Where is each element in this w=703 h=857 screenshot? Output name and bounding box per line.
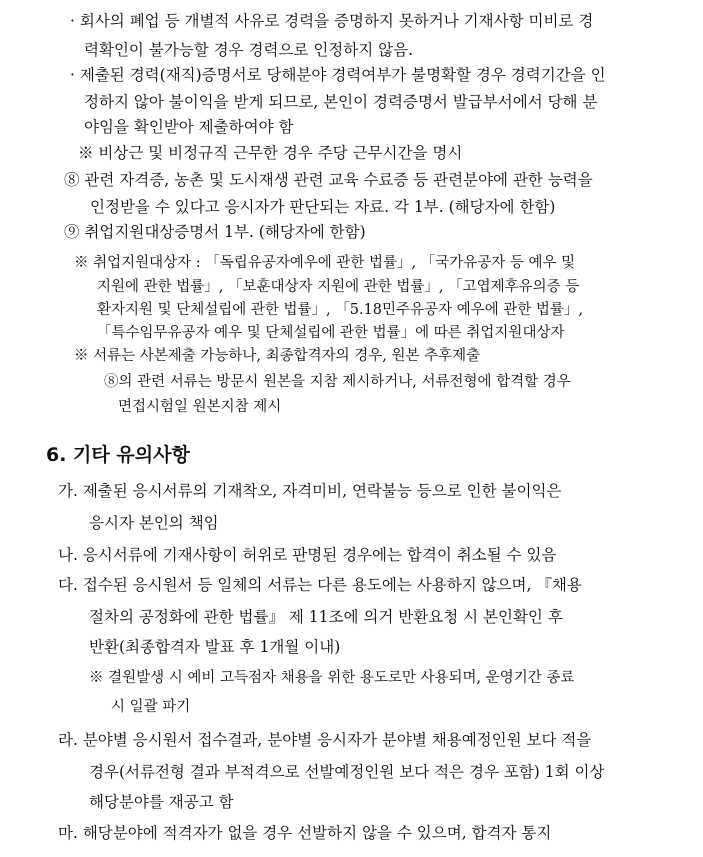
text-line: 력확인이 불가능할 경우 경력으로 인정하지 않음. <box>84 41 414 59</box>
text-line: 다. 접수된 응시원서 등 일체의 서류는 다른 용도에는 사용하지 않으며, 『채용 <box>58 576 582 594</box>
text-line: 인정받을 수 있다고 응시자가 판단되는 자료. 각 1부. (해당자에 한함) <box>90 198 556 216</box>
text-line: 「특수임무유공자 예우 및 단체설립에 관한 법률」에 따른 취업지원대상자 <box>97 325 565 341</box>
text-line: 면접시험일 원본지참 제시 <box>118 399 282 415</box>
text-line: ※ 비상근 및 비정규직 근무한 경우 주당 근무시간을 명시 <box>78 144 463 162</box>
text-line: ※ 서류는 사본제출 가능하나, 최종합격자의 경우, 원본 추후제출 <box>74 348 481 364</box>
text-line: 지원에 관한 법률」, 「보훈대상자 지원에 관한 법률」, 「고엽제후유의증 등 <box>97 279 580 295</box>
text-line: 경우(서류전형 결과 부적격으로 선발예정인원 보다 적은 경우 포함) 1회 이상 <box>89 763 605 781</box>
text-line: ※ 결원발생 시 예비 고득점자 채용을 위한 용도로만 사용되며, 운영기간 종료 <box>89 670 575 686</box>
text-line: 라. 분야별 응시원서 접수결과, 분야별 응시자가 분야별 채용예정인원 보다 적을 <box>58 731 592 749</box>
text-line: 해당분야를 재공고 함 <box>89 793 234 811</box>
text-line: ⑨ 취업지원대상증명서 1부. (해당자에 한함) <box>64 223 366 241</box>
text-line: 반환(최종합격자 발표 후 1개월 이내) <box>89 638 341 656</box>
text-line: · 제출된 경력(재직)증명서로 당해분야 경력여부가 불명확할 경우 경력기간을 인 <box>70 66 606 84</box>
text-line: 마. 해당분야에 적격자가 없을 경우 선발하지 않을 수 있으며, 합격자 통지 <box>58 824 552 842</box>
text-line: 환자지원 및 단체설립에 관한 법률」, 「5.18민주유공자 예우에 관한 법률」, <box>97 302 584 318</box>
text-line: ⑧ 관련 자격증, 농촌 및 도시재생 관련 교육 수료증 등 관련분야에 관한 능력을 <box>64 171 593 189</box>
text-line: 나. 응시서류에 기재사항이 허위로 판명된 경우에는 합격이 취소될 수 있음 <box>58 546 557 564</box>
section-heading: 6. 기타 유의사항 <box>46 444 190 466</box>
text-line: ⑧의 관련 서류는 방문시 원본을 지참 제시하거나, 서류전형에 합격할 경우 <box>104 374 571 390</box>
text-line: 정하지 않아 불이익을 받게 되므로, 본인이 경력증명서 발급부서에서 당해 분 <box>84 93 598 111</box>
text-line: ※ 취업지원대상자 : 「독립유공자예우에 관한 법률」, 「국가유공자 등 예우 및 <box>74 255 576 271</box>
text-line: 가. 제출된 응시서류의 기재착오, 자격미비, 연락불능 등으로 인한 불이익은 <box>58 482 562 500</box>
text-line: 야임을 확인받아 제출하여야 함 <box>84 118 294 136</box>
text-line: · 회사의 폐업 등 개별적 사유로 경력을 증명하지 못하거나 기재사항 미비로 경 <box>70 12 594 30</box>
text-line: 시 일괄 파기 <box>111 699 191 715</box>
text-line: 절차의 공정화에 관한 법률』 제 11조에 의거 반환요청 시 본인확인 후 <box>89 608 563 626</box>
text-line: 응시자 본인의 책임 <box>89 514 219 532</box>
